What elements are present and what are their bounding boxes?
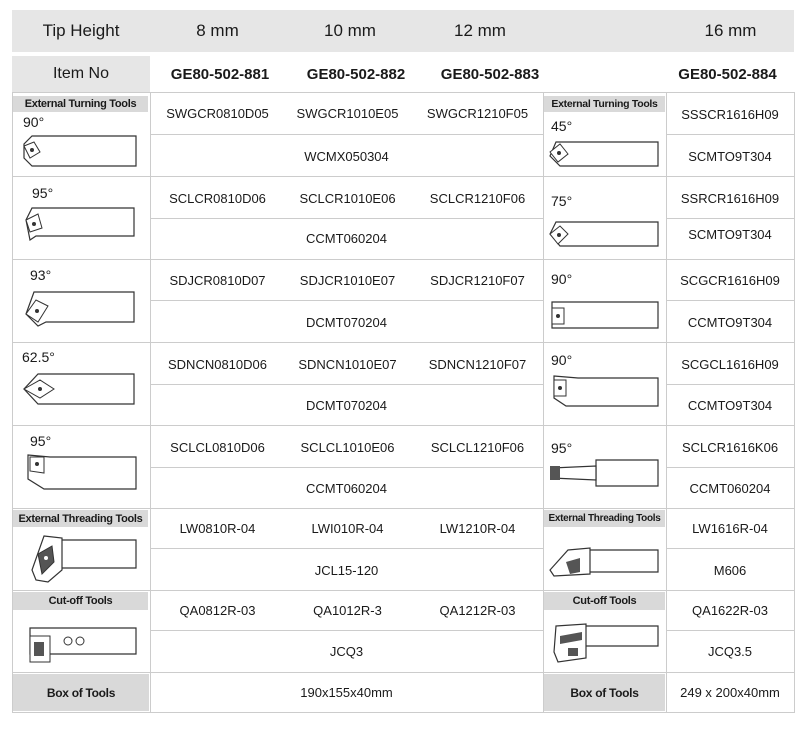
grid-line — [150, 384, 543, 385]
turning-tool-75-icon — [546, 214, 662, 254]
grid-line — [12, 92, 13, 712]
tool-code: QA1012R-3 — [313, 602, 382, 618]
item-no-884: GE80-502-884 — [678, 65, 777, 83]
tool-code: SCGCR1616H09 — [680, 272, 780, 288]
tool-code: LWI010R-04 — [311, 520, 384, 536]
angle-label: 95° — [551, 440, 573, 456]
size-12mm: 12 mm — [415, 10, 545, 52]
tool-code: SCLCL0810D06 — [170, 439, 265, 455]
item-no-label: Item No — [12, 56, 150, 92]
tool-code: SWGCR0810D05 — [166, 105, 269, 121]
insert-code: JCQ3.5 — [707, 643, 753, 659]
tool-code: SDJCR0810D07 — [169, 272, 266, 288]
cutoff-tool-icon — [20, 614, 140, 670]
tool-code: SCLCR1010E06 — [299, 190, 396, 206]
turning-tool-95-icon — [20, 200, 140, 246]
tool-code: LW1210R-04 — [439, 520, 516, 536]
size-16mm: 16 mm — [667, 10, 794, 52]
grid-line — [150, 548, 543, 549]
grid-line — [12, 712, 795, 713]
grid-line — [12, 672, 795, 673]
turning-tool-90-right-icon — [546, 294, 662, 336]
tool-code: SCLCL1010E06 — [300, 439, 395, 455]
turning-tool-93-icon — [20, 284, 140, 330]
grid-line — [794, 92, 795, 712]
box-dimensions-left: 190x155x40mm — [300, 685, 393, 700]
insert-code: WCMX050304 — [304, 148, 389, 164]
grid-line — [150, 134, 543, 135]
grid-line — [12, 508, 795, 509]
tip-height-label: Tip Height — [12, 10, 150, 52]
size-8mm: 8 mm — [150, 10, 285, 52]
grid-line — [666, 134, 794, 135]
grid-line — [12, 92, 795, 93]
tool-code: SDNCN0810D06 — [168, 356, 267, 372]
turning-tool-90-left-icon — [546, 370, 662, 412]
insert-code: SCMTO9T304 — [688, 148, 772, 164]
grid-line — [666, 467, 794, 468]
tool-code: QA1212R-03 — [439, 602, 516, 618]
turning-tool-62-5-icon — [18, 366, 140, 412]
tool-code: SCLCR0810D06 — [169, 190, 266, 206]
tool-code: SSRCR1616H09 — [680, 190, 780, 206]
section-cutoff-left: Cut-off Tools — [13, 592, 148, 610]
grid-line — [666, 300, 794, 301]
insert-code: CCMT060204 — [306, 230, 387, 246]
tool-code: LW0810R-04 — [179, 520, 256, 536]
tool-code: LW1616R-04 — [692, 520, 768, 536]
box-of-tools-left: Box of Tools — [13, 674, 149, 711]
item-no-881: GE80-502-881 — [170, 65, 270, 83]
box-of-tools-right: Box of Tools — [544, 674, 665, 711]
tool-code: SDNCN1010E07 — [298, 356, 397, 372]
grid-line — [150, 300, 543, 301]
insert-code: SCMTO9T304 — [688, 226, 772, 242]
box-dimensions-right: 249 x 200x40mm — [680, 685, 780, 700]
section-cutoff-right: Cut-off Tools — [544, 592, 665, 610]
turning-tool-90-icon — [18, 128, 140, 174]
tool-code: SSSCR1616H09 — [681, 106, 779, 122]
tool-code: SCLCL1210F06 — [430, 439, 525, 455]
grid-line — [666, 630, 794, 631]
tool-code: QA0812R-03 — [179, 602, 256, 618]
cutoff-tool-right-icon — [546, 612, 662, 670]
grid-line — [12, 590, 795, 591]
angle-label: 75° — [551, 193, 573, 209]
grid-line — [150, 218, 543, 219]
insert-code: CCMT060204 — [306, 480, 387, 496]
tool-code: SCLCR1210F06 — [429, 190, 526, 206]
grid-line — [12, 259, 795, 260]
insert-code: M606 — [713, 562, 747, 578]
angle-label: 90° — [23, 114, 45, 130]
grid-line — [666, 384, 794, 385]
grid-line — [12, 425, 795, 426]
section-threading-right: External Threading Tools — [544, 510, 665, 527]
tool-code: SCLCR1616K06 — [681, 439, 779, 455]
turning-tool-45-icon — [546, 134, 662, 174]
section-threading-left: External Threading Tools — [13, 510, 148, 527]
insert-code: CCMT060204 — [689, 480, 771, 496]
tool-code: SWGCR1210F05 — [426, 105, 529, 121]
item-no-882: GE80-502-882 — [306, 65, 406, 83]
grid-line — [12, 342, 795, 343]
grid-line — [666, 548, 794, 549]
insert-code: DCMT070204 — [306, 314, 387, 330]
insert-code: JCL15-120 — [314, 562, 379, 578]
angle-label: 95° — [30, 433, 52, 449]
angle-label: 90° — [551, 271, 573, 287]
angle-label: 90° — [551, 352, 573, 368]
turning-tool-95-right-icon — [546, 454, 662, 496]
tool-code: SDJCR1010E07 — [299, 272, 396, 288]
insert-code: DCMT070204 — [306, 397, 387, 413]
threading-tool-icon — [18, 530, 140, 586]
tool-code: SDNCN1210F07 — [428, 356, 527, 372]
tool-code: SDJCR1210F07 — [430, 272, 525, 288]
tool-code: SCGCL1616H09 — [681, 356, 779, 372]
angle-label: 93° — [30, 267, 52, 283]
angle-label: 95° — [32, 185, 54, 201]
header-spacer — [545, 10, 667, 52]
threading-tool-right-icon — [546, 530, 662, 586]
grid-line — [12, 176, 795, 177]
grid-line — [150, 467, 543, 468]
insert-code: CCMTO9T304 — [687, 314, 773, 330]
grid-line — [150, 630, 543, 631]
insert-code: JCQ3 — [329, 643, 364, 659]
insert-code: CCMTO9T304 — [687, 397, 773, 413]
tool-code: QA1622R-03 — [692, 602, 768, 618]
angle-label: 45° — [551, 118, 573, 134]
angle-label: 62.5° — [22, 349, 55, 365]
turning-tool-95-left-icon — [20, 449, 140, 495]
section-turning-right: External Turning Tools — [544, 96, 665, 112]
tool-code: SWGCR1010E05 — [296, 105, 399, 121]
size-10mm: 10 mm — [285, 10, 415, 52]
section-turning-left: External Turning Tools — [13, 96, 148, 112]
item-no-883: GE80-502-883 — [440, 65, 540, 83]
